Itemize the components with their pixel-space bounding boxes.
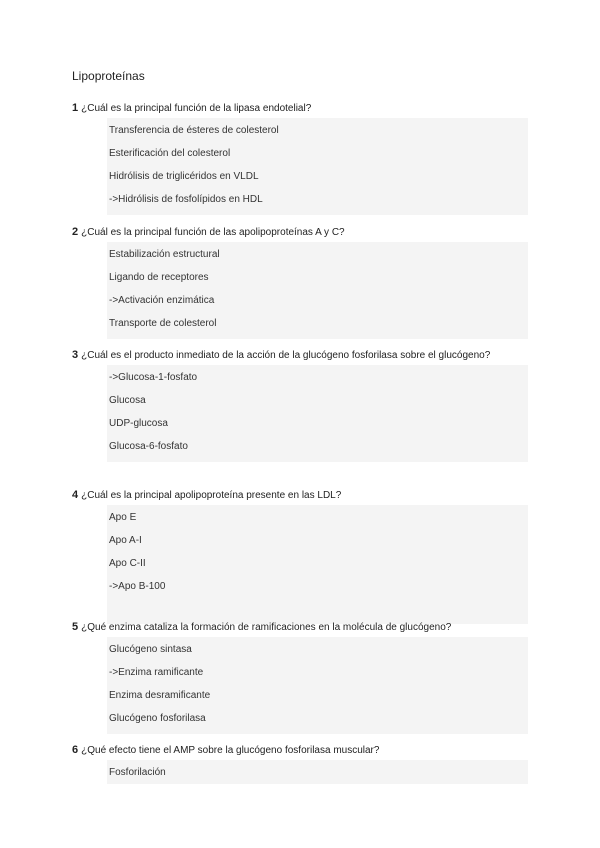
question-number: 4 <box>72 489 79 501</box>
option-item: Glucógeno sintasa <box>109 644 192 655</box>
options-list <box>107 118 528 215</box>
option-item: Glucosa-6-fosfato <box>109 441 188 452</box>
question-4 <box>72 488 528 624</box>
question-number: 5 <box>72 621 79 633</box>
question-3 <box>72 348 528 462</box>
question-text <box>72 743 528 758</box>
question-label: ¿Qué efecto tiene el AMP sobre la glucógeno fosforilasa muscular? <box>81 745 380 756</box>
question-number: 6 <box>72 744 79 756</box>
question-5 <box>72 620 528 734</box>
question-1 <box>72 101 528 215</box>
option-item: Esterificación del colesterol <box>109 148 231 159</box>
question-number: 2 <box>72 226 79 238</box>
question-number: 1 <box>72 102 79 114</box>
options-list <box>107 365 528 462</box>
question-6 <box>72 743 528 784</box>
option-item: Transporte de colesterol <box>109 318 217 329</box>
option-item: ->Apo B-100 <box>109 581 166 592</box>
option-item: Fosforilación <box>109 767 166 778</box>
options-list <box>107 242 528 339</box>
page-title: Lipoproteínas <box>72 69 145 83</box>
question-label: ¿Qué enzima cataliza la formación de ramificaciones en la molécula de glucógeno? <box>81 622 452 633</box>
question-text <box>72 348 528 363</box>
option-item: ->Activación enzimática <box>109 295 215 306</box>
options-list <box>107 505 528 624</box>
option-item: Enzima desramificante <box>109 690 211 701</box>
option-item: ->Enzima ramificante <box>109 667 204 678</box>
question-label: ¿Cuál es la principal función de la lipasa endotelial? <box>81 103 312 114</box>
question-2 <box>72 225 528 339</box>
option-item: UDP-glucosa <box>109 418 168 429</box>
question-label: ¿Cuál es el producto inmediato de la acción de la glucógeno fosforilasa sobre el glucógeno? <box>81 350 491 361</box>
question-number: 3 <box>72 349 79 361</box>
option-item: Hidrólisis de triglicéridos en VLDL <box>109 171 259 182</box>
option-item: ->Glucosa-1-fosfato <box>109 372 198 383</box>
option-item: ->Hidrólisis de fosfolípidos en HDL <box>109 194 263 205</box>
option-item: Apo A-I <box>109 535 142 546</box>
question-label: ¿Cuál es la principal apolipoproteína presente en las LDL? <box>81 490 342 501</box>
option-item: Glucosa <box>109 395 146 406</box>
question-text <box>72 101 528 116</box>
question-text <box>72 225 528 240</box>
options-list <box>107 637 528 734</box>
option-item: Transferencia de ésteres de colesterol <box>109 125 279 136</box>
option-item: Estabilización estructural <box>109 249 220 260</box>
option-item: Glucógeno fosforilasa <box>109 713 206 724</box>
option-item: Apo E <box>109 512 137 523</box>
option-item: Ligando de receptores <box>109 272 209 283</box>
question-text <box>72 620 528 635</box>
option-item: Apo C-II <box>109 558 146 569</box>
options-list <box>107 760 528 784</box>
question-label: ¿Cuál es la principal función de las apolipoproteínas A y C? <box>81 227 345 238</box>
question-text <box>72 488 528 503</box>
